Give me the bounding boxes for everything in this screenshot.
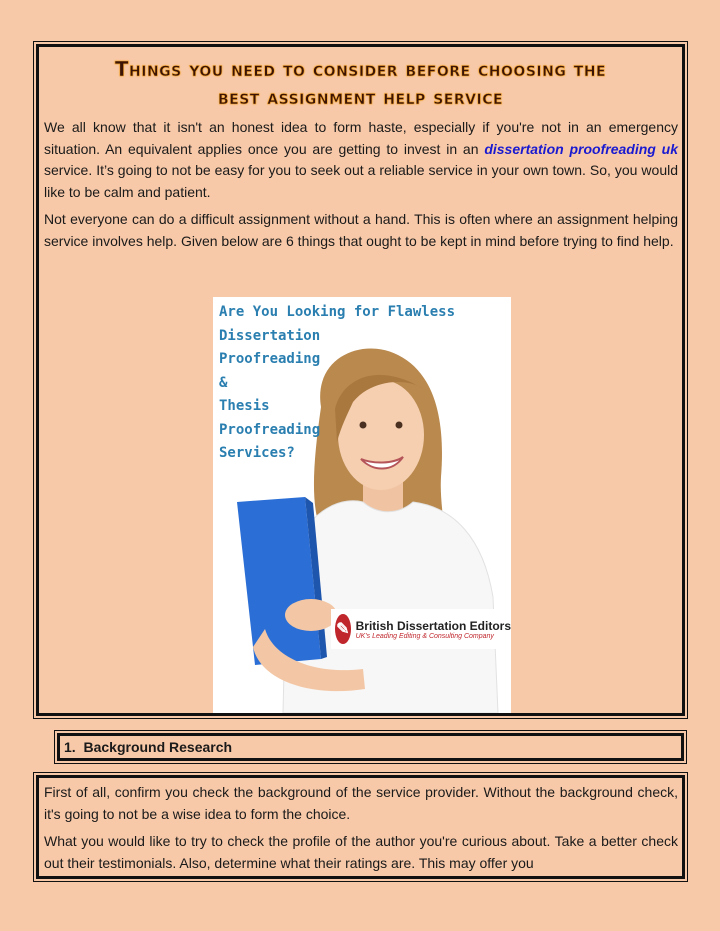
section-body-panel: [36, 775, 685, 879]
section-number: 1.: [64, 739, 76, 755]
promo-headline: [219, 301, 455, 466]
section-heading-text: Background Research: [83, 739, 233, 755]
headline-line-5: Thesis: [219, 398, 270, 414]
brand-badge: [331, 609, 511, 649]
headline-line-2: Dissertation: [219, 327, 321, 344]
intro-text-before-link: We all know that it isn't an honest idea to form haste, especially if you're not in an emergency situation. An equivalent applies once you are getting to invest in an: [44, 119, 678, 157]
section-heading-box: [57, 733, 684, 761]
page-title: [39, 55, 682, 111]
headline-line-1: Are You Looking for Flawless: [219, 304, 456, 320]
section-heading: [60, 736, 681, 758]
section-paragraph-2: What you would like to try to check the profile of the author you're curious about. Take a better check out their testimonials. Also, determine what their ratings are. This may offer you: [44, 833, 678, 871]
hand-shape: [285, 599, 337, 631]
brand-name: British Dissertation Editors: [355, 618, 511, 633]
promo-image: [213, 297, 511, 713]
title-line-1: Things you need to consider before choosing the: [114, 57, 607, 81]
intro-paragraph-2: Not everyone can do a difficult assignment without a hand. This is often where an assignment helping service involves help. Given below are 6 things that ought to be kept in mind before trying to find help.: [44, 211, 678, 249]
intro-paragraph-1: [44, 117, 678, 203]
headline-line-6: Proofreading: [219, 421, 321, 438]
headline-line-7: Services?: [219, 445, 295, 461]
headline-line-4: &: [219, 374, 228, 391]
dissertation-proofreading-link[interactable]: dissertation proofreading uk: [484, 140, 678, 157]
brand-logo-icon: ✎: [335, 614, 351, 644]
intro-text-after-link: service. It’s going to not be easy for you to seek out a reliable service in your own town. So, you would like to be calm and patient.: [44, 162, 678, 200]
brand-tagline: UK's Leading Editing & Consulting Company: [355, 632, 494, 640]
headline-line-3: Proofreading: [219, 351, 321, 367]
section-paragraph-1: First of all, confirm you check the background of the service provider. Without the background check, it's going to not be a wise idea to form the choice.: [44, 784, 678, 822]
intro-panel: [36, 44, 685, 716]
title-line-2: best assignment help service: [217, 85, 504, 109]
